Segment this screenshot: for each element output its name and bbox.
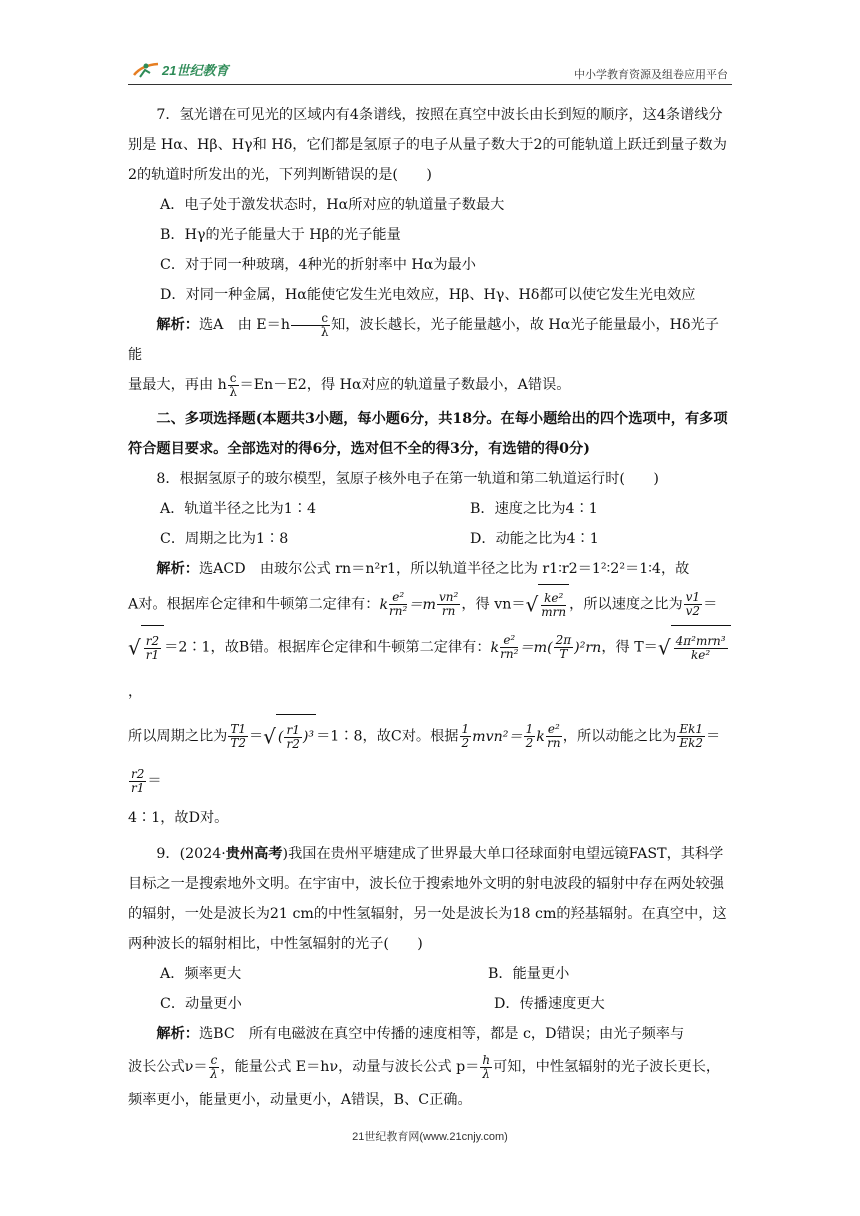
fraction-h-over-lambda: $\frac{h}{\lambda}$ xyxy=(482,1052,491,1081)
q8-option-b: B．速度之比为4∶1 xyxy=(470,501,598,517)
runner-icon xyxy=(132,61,160,79)
q9-source: 贵州高考 xyxy=(225,846,283,862)
formula-vn-sqrt: $\frac{\text{ke²}}{\text{mrn}}$ xyxy=(538,584,569,625)
q7-option-d: D．对同一种金属，Hα能使它发生光电效应，Hβ、Hγ、Hδ都可以使它发生光电效应 xyxy=(160,287,696,303)
site-logo xyxy=(132,60,228,79)
section-2-title: 二、多项选择题(本题共3小题，每小题6分，共18分。在每小题给出的四个选项中，有多项符合题目要求。全部选对的得6分，选对但不全的得3分，有选错的得0分) xyxy=(128,411,728,457)
q7-answer-text-2b: ＝En－E2，得 Hα对应的轨道量子数最小，A错误。 xyxy=(239,377,571,393)
q8-answer-text-2: A对。根据库仑定律和牛顿第二定律有： xyxy=(128,596,380,613)
q9-stem-text: )我国在贵州平塘建成了世界最大单口径球面射电望远镜FAST，其科学目标之一是搜索地外文明。在宇宙中，波长位于搜索地外文明的射电波段的辐射中存在两处较强的辐射，一处是波长为21 cm的中性氢辐射，另一处是波长为18 cm的羟基辐射。在真空中，这两种波长的辐射相比，中性氢辐射的光子( ) xyxy=(128,846,727,952)
fraction-v1-v2: $\frac{v1}{v2}$ xyxy=(685,590,701,618)
formula-r1-r2-cubed: ( $\frac{r1}{r2}$ )³ xyxy=(276,714,316,759)
q8-option-c: C．周期之比为1∶8 xyxy=(160,531,289,547)
q9-stem xyxy=(128,839,732,959)
fraction-Ek1-Ek2: $\frac{Ek1}{Ek2}$ xyxy=(679,722,703,750)
q8-answer-text-4: 所以周期之比为 xyxy=(128,728,228,745)
formula-coulomb-newton: k $\frac{\text{e²}}{\text{rn²}}$ ＝m $\frac{\text{vn²}}{rn}$ xyxy=(379,590,459,618)
q7-answer-text: 选A 由 E＝h xyxy=(198,317,290,333)
q9-answer-line-3: 频率更小，能量更小，动量更小，A错误，B、C正确。 xyxy=(128,1092,472,1108)
page-header xyxy=(128,58,732,85)
q8-answer-text-3: ＝2∶1，故B错。根据库仑定律和牛顿第二定律有： xyxy=(164,639,491,656)
q7-answer-text-b: 知，波长越长，光子能量越小，故 Hα光子能量最小，Hδ光子能 xyxy=(128,317,719,363)
q8-answer-text-1: 选ACD 由玻尔公式 rn＝n²r1，所以轨道半径之比为 r1∶r2＝1²∶2²＝1∶4，故 xyxy=(198,561,690,577)
q8-option-a: A．轨道半径之比为1∶4 xyxy=(160,501,316,517)
q8-options-row-2 xyxy=(128,524,732,554)
formula-kinetic-energy: $\frac{1}{2}$ mvn²＝ $\frac{1}{2}$ k $\frac{\text{e²}}{rn}$ xyxy=(461,722,561,750)
q7-answer-line-2 xyxy=(128,370,732,400)
q9-options-row-1 xyxy=(128,959,732,989)
q7-answer-label: 解析： xyxy=(156,317,199,333)
q9-prefix: 9．(2024· xyxy=(156,846,226,862)
q9-answer-line-2 xyxy=(128,1049,732,1085)
q8-stem: 8．根据氢原子的玻尔模型，氢原子核外电子在第一轨道和第二轨道运行时( ) xyxy=(156,471,659,487)
q8-answer-line-4: 所以周期之比为 $\frac{T1}{T2}$ ＝√ ( $\frac{r1}{r2}$ )³ ＝1∶8，故C对。根据 $\frac{1}{2}$ mvn²＝ $\frac{1}{2}$ k $\frac{\text{e²}}{rn}$ ，所以动能之比为 $\frac{Ek1}{Ek2}$ ＝ $\frac{r2}{r1}$ ＝ xyxy=(128,714,732,803)
q7-stem: 7．氢光谱在可见光的区域内有4条谱线，按照在真空中波长由长到短的顺序，这4条谱线分别是 Hα、Hβ、Hγ和 Hδ，它们都是氢原子的电子从量子数大于2的可能轨道上跃迁到量子数为2的轨道时所发出的光，下列判断错误的是( ) xyxy=(128,107,727,183)
q9-answer-label: 解析： xyxy=(156,1026,199,1042)
q8-answer-text-4b: ＝1∶8，故C对。根据 xyxy=(316,728,459,745)
q9-answer-text-2: 波长公式ν＝ xyxy=(128,1059,208,1075)
q8-answer-line-1 xyxy=(128,554,732,584)
q9-answer-line-1 xyxy=(128,1019,732,1049)
q8-answer-text-4c: ，所以动能之比为 xyxy=(562,728,677,745)
q9-answer-text-2b: ，能量公式 E＝hν，动量与波长公式 p＝ xyxy=(220,1059,480,1075)
fraction-c-over-lambda-3: $\frac{c}{\lambda}$ xyxy=(210,1052,218,1081)
q9-option-b: B．能量更小 xyxy=(488,966,570,982)
q8-answer-line-2: A对。根据库仑定律和牛顿第二定律有：k $\frac{\text{e²}}{\text{rn²}}$ ＝m $\frac{\text{vn²}}{rn}$ ，得 vn＝√ $\frac{\text{ke²}}{\text{mrn}}$ ，所以速度之比为 $\frac{v1}{v2}$ ＝ xyxy=(128,584,732,625)
fraction-c-over-lambda-2: $\frac{c}{\lambda}$ xyxy=(229,370,237,399)
q9-option-d: D．传播速度更大 xyxy=(494,996,605,1012)
q9-answer-text-2c: 可知，中性氢辐射的光子波长更长， xyxy=(493,1059,721,1075)
fraction-T1-T2: $\frac{T1}{T2}$ xyxy=(230,722,246,750)
page-content xyxy=(128,100,732,1115)
formula-period-newton: k $\frac{\text{e²}}{\text{rn²}}$ ＝m( $\frac{2\pi}{T}$ )²rn xyxy=(490,633,602,661)
q8-option-d: D．动能之比为4∶1 xyxy=(470,531,599,547)
q7-option-c: C．对于同一种玻璃，4种光的折射率中 Hα为最小 xyxy=(160,257,476,273)
q9-options-row-2 xyxy=(128,989,732,1019)
q7-option-b: B．Hγ的光子能量大于 Hβ的光子能量 xyxy=(160,227,401,243)
q8-answer-text-2c: ，所以速度之比为 xyxy=(569,596,683,613)
q8-answer-line-3: √ $\frac{r2}{r1}$ ＝2∶1，故B错。根据库仑定律和牛顿第二定律有：k $\frac{\text{e²}}{\text{rn²}}$ ＝m( $\frac{2\pi}{T}$ )²rn，得 T＝√ $\frac{\text{4π²mrn³}}{\text{ke²}}$ ， xyxy=(128,625,732,714)
q7-option-a: A．电子处于激发状态时，Hα所对应的轨道量子数最大 xyxy=(160,197,505,213)
q8-answer-line-5: 4∶1，故D对。 xyxy=(128,810,229,826)
q9-option-c: C．动量更小 xyxy=(160,996,242,1012)
fraction-r2-r1: $\frac{r2}{r1}$ xyxy=(131,766,145,795)
q8-answer-text-3b: ，得 T＝ xyxy=(601,639,658,656)
q8-answer-text-2b: ，得 vn＝ xyxy=(461,596,526,613)
q7-answer-text-2: 量最大，再由 h xyxy=(128,377,227,393)
q9-option-a: A．频率更大 xyxy=(160,966,242,982)
q7-answer-line-1 xyxy=(128,310,732,370)
q8-answer-label: 解析： xyxy=(156,561,199,577)
formula-T-sqrt: $\frac{\text{4π²mrn³}}{\text{ke²}}$ xyxy=(671,625,731,670)
header-platform-name: 中小学教育资源及组卷应用平台 xyxy=(574,69,728,81)
q9-answer-text-1: 选BC 所有电磁波在真空中传播的速度相等，都是 c，D错误；由光子频率与 xyxy=(198,1026,685,1042)
page-footer: 21世纪教育网(www.21cnjy.com) xyxy=(352,1131,508,1143)
formula-r2-r1-sqrt: $\frac{r2}{r1}$ xyxy=(141,625,164,670)
fraction-c-over-lambda: $\frac{c}{\lambda}$ xyxy=(291,312,330,339)
q8-options-row-1 xyxy=(128,494,732,524)
logo-text: 21世纪教育 xyxy=(162,63,229,78)
